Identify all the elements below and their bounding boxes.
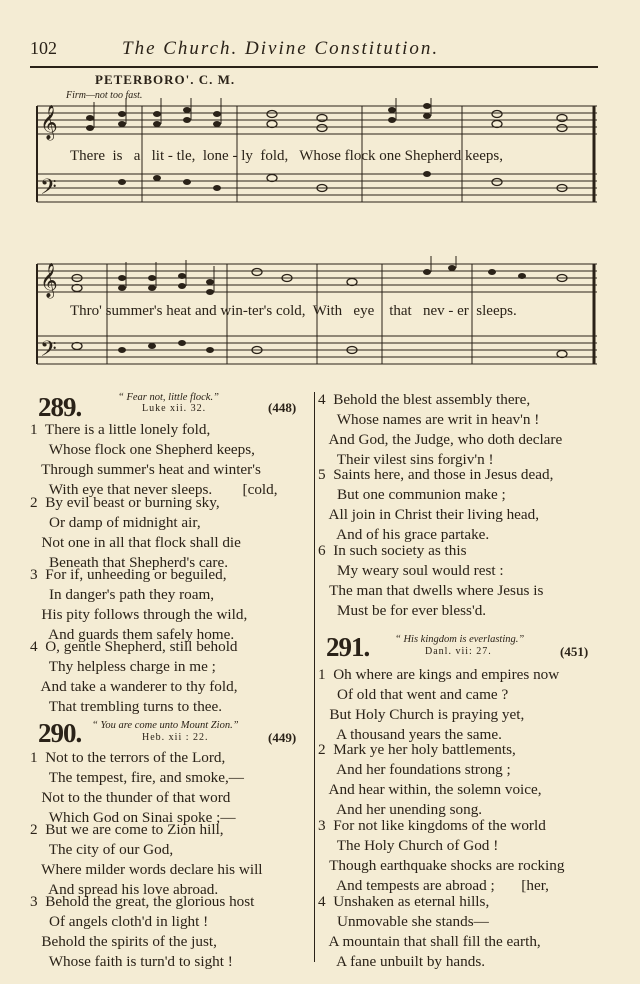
- hymn-290-verse-3: 3 Behold the great, the glorious host Of angels cloth'd in light ! Behold the spirits of the just, Whose faith is turn'd to sight !: [30, 893, 255, 970]
- hymn-number: 290.: [38, 718, 82, 748]
- hymn-291-verse-1: 1 Oh where are kings and empires now Of old that went and came ? But Holy Church is praying yet, A thousand years the same.: [318, 666, 560, 743]
- svg-text:𝄞: 𝄞: [40, 106, 58, 139]
- svg-text:𝄢: 𝄢: [40, 175, 57, 204]
- hymn-number: 291.: [326, 632, 370, 662]
- running-title: The Church. Divine Constitution.: [122, 38, 440, 59]
- tune-number: (449): [268, 730, 297, 745]
- hymn-text-reference: “ His kingdom is everlasting.”: [395, 634, 525, 645]
- header-rule: [30, 66, 598, 68]
- scripture-reference: Luke xii. 32.: [142, 403, 207, 414]
- tune-name: PETERBORO'. C. M.: [95, 72, 236, 87]
- hymn-291-verse-2: 2 Mark ye her holy battlements, And her foundations strong ; And hear within, the solemn voice, And her unending song.: [318, 741, 542, 818]
- hymn-number: 289.: [38, 392, 82, 422]
- hymn-291-verse-4: 4 Unshaken as eternal hills, Unmovable she stands— A mountain that shall fill the earth, A fane unbuilt by hands.: [318, 893, 541, 970]
- music-system-2: [32, 256, 602, 386]
- lyrics-line-2: Thro' summer's heat and win-ter's cold, With eye that nev - er sleeps.: [70, 303, 517, 319]
- page-header: [30, 38, 605, 62]
- page-number: 102: [30, 38, 57, 58]
- lyrics-line-1: There is a lit - tle, lone - ly fold, Whose flock one Shepherd keeps,: [70, 148, 503, 164]
- hymn-290-verse-6: 6 In such society as this My weary soul would rest : The man that dwells where Jesus is Must be for ever bless'd.: [318, 542, 544, 619]
- tune-number: (451): [560, 644, 589, 659]
- hymn-290-verse-4: 4 Behold the blest assembly there, Whose names are writ in heav'n ! And God, the Judge, who doth declare Their vilest sins forgiv'n !: [318, 391, 563, 468]
- svg-text:𝄢: 𝄢: [40, 337, 57, 366]
- svg-text:𝄞: 𝄞: [40, 264, 58, 297]
- hymn-289-verse-1: 1 There is a little lonely fold, Whose flock one Shepherd keeps, Through summer's heat and winter's With eye that never sleeps. [cold,: [30, 421, 278, 498]
- hymn-289-verse-2: 2 By evil beast or burning sky, Or damp of midnight air, Not one in all that flock shall die Beneath that Shepherd's care.: [30, 494, 241, 571]
- tempo-marking: Firm—not too fast.: [66, 90, 143, 101]
- hymn-290-verse-1: 1 Not to the terrors of the Lord, The tempest, fire, and smoke,— Not to the thunder of that word Which God on Sinai spoke ;—: [30, 749, 244, 826]
- hymn-text-reference: “ You are come unto Mount Zion.”: [92, 720, 239, 731]
- scripture-reference: Danl. vii: 27.: [425, 646, 492, 657]
- scripture-reference: Heb. xii : 22.: [142, 732, 209, 743]
- column-divider: [314, 392, 315, 962]
- hymn-290-verse-5: 5 Saints here, and those in Jesus dead, But one communion make ; All join in Christ their living head, And of his grace partake.: [318, 466, 554, 543]
- hymn-289-verse-3: 3 For if, unheeding or beguiled, In danger's path they roam, His pity follows through the wild, And guards them safely home.: [30, 566, 248, 643]
- hymn-290-verse-2: 2 But we are come to Zion hill, The city of our God, Where milder words declare his will And spread his love abroad.: [30, 821, 263, 898]
- tune-number: (448): [268, 400, 297, 415]
- hymn-291-verse-3: 3 For not like kingdoms of the world The Holy Church of God ! Though earthquake shocks are rocking And tempests are abroad ; [her,: [318, 817, 565, 894]
- hymn-text-reference: “ Fear not, little flock.”: [118, 392, 219, 403]
- hymn-289-verse-4: 4 O, gentle Shepherd, still behold Thy helpless charge in me ; And take a wanderer to thy fold, That trembling turns to thee.: [30, 638, 238, 715]
